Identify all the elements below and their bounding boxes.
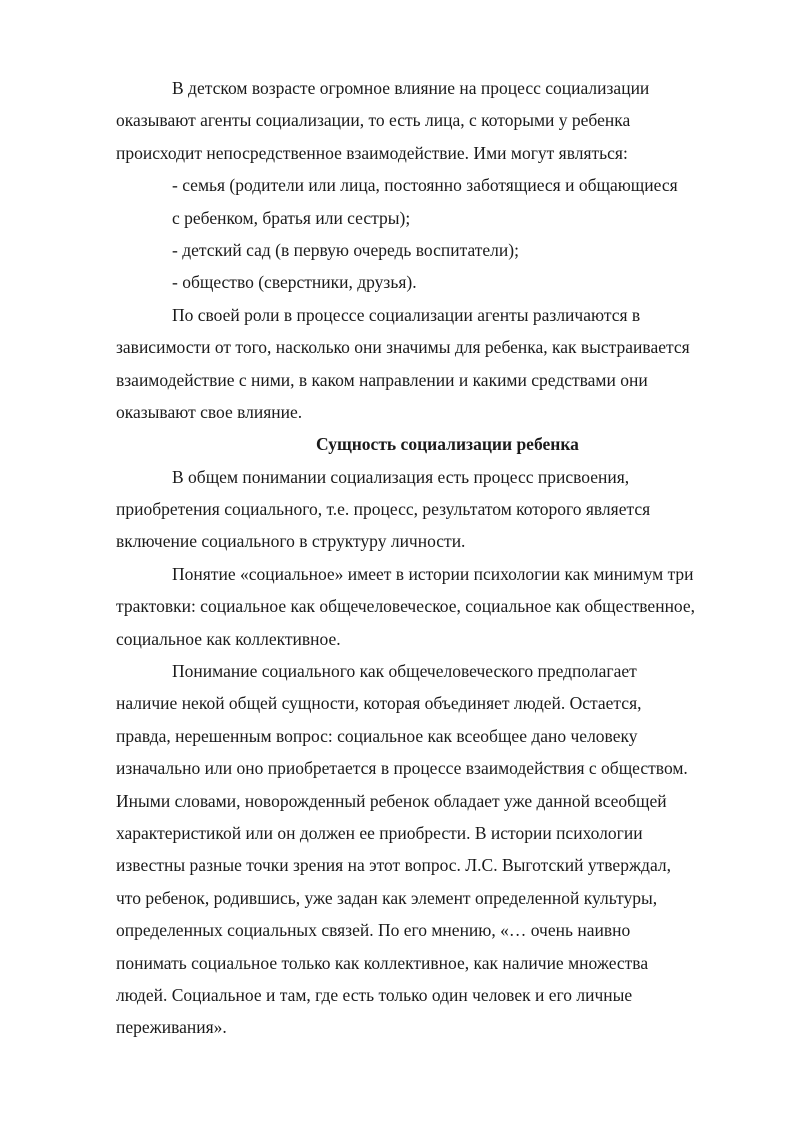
text-line: наличие некой общей сущности, которая объединяет людей. Остается, [116,693,642,714]
text-line: определенных социальных связей. По его мнению, «… очень наивно [116,920,631,941]
text-line: В детском возрасте огромное влияние на процесс социализации [172,78,650,98]
text-line: Иными словами, новорожденный ребенок обладает уже данной всеобщей [116,790,667,811]
section-heading: Сущность социализации ребенка [316,434,579,455]
text-line: Понимание социального как общечеловеческого предполагает [172,661,637,682]
text-line: включение социального в структуру личности. [116,531,466,552]
text-line: трактовки: социальное как общечеловеческое, социальное как общественное, [116,596,696,617]
text-line: характеристикой или он должен ее приобрести. В истории психологии [116,822,643,843]
text-line: По своей роли в процессе социализации агенты различаются в [172,304,641,325]
text-line: оказывают свое влияние. [116,401,303,422]
text-line: людей. Социальное и там, где есть только один человек и его личные [116,984,633,1005]
text-line: изначально или оно приобретается в процессе взаимодействия с обществом. [116,758,688,779]
text-line: - общество (сверстники, друзья). [172,272,417,293]
text-line: взаимодействие с ними, в каком направлении и какими средствами они [116,369,648,390]
text-line: известны разные точки зрения на этот вопрос. Л.С. Выготский утверждал, [116,855,671,876]
text-line: В общем понимании социализация есть процесс присвоения, [172,466,630,487]
text-line: оказывают агенты социализации, то есть лица, с которыми у ребенка [116,110,631,131]
text-line: происходит непосредственное взаимодействие. Ими могут являться: [116,142,628,163]
text-line: с ребенком, братья или сестры); [172,207,411,228]
text-line: - семья (родители или лица, постоянно заботящиеся и общающиеся [172,175,678,196]
document-body [116,72,716,1044]
text-line: Понятие «социальное» имеет в истории психологии как минимум три [172,563,694,584]
text-line: приобретения социального, т.е. процесс, результатом которого является [116,499,651,520]
text-line: зависимости от того, насколько они значимы для ребенка, как выстраивается [116,337,690,358]
text-line: понимать социальное только как коллективное, как наличие множества [116,952,649,973]
text-line: что ребенок, родившись, уже задан как элемент определенной культуры, [116,887,658,908]
text-line: переживания». [116,1017,227,1038]
text-line: правда, нерешенным вопрос: социальное как всеобщее дано человеку [116,725,638,746]
text-line: социальное как коллективное. [116,628,341,649]
text-line: - детский сад (в первую очередь воспитатели); [172,239,519,260]
